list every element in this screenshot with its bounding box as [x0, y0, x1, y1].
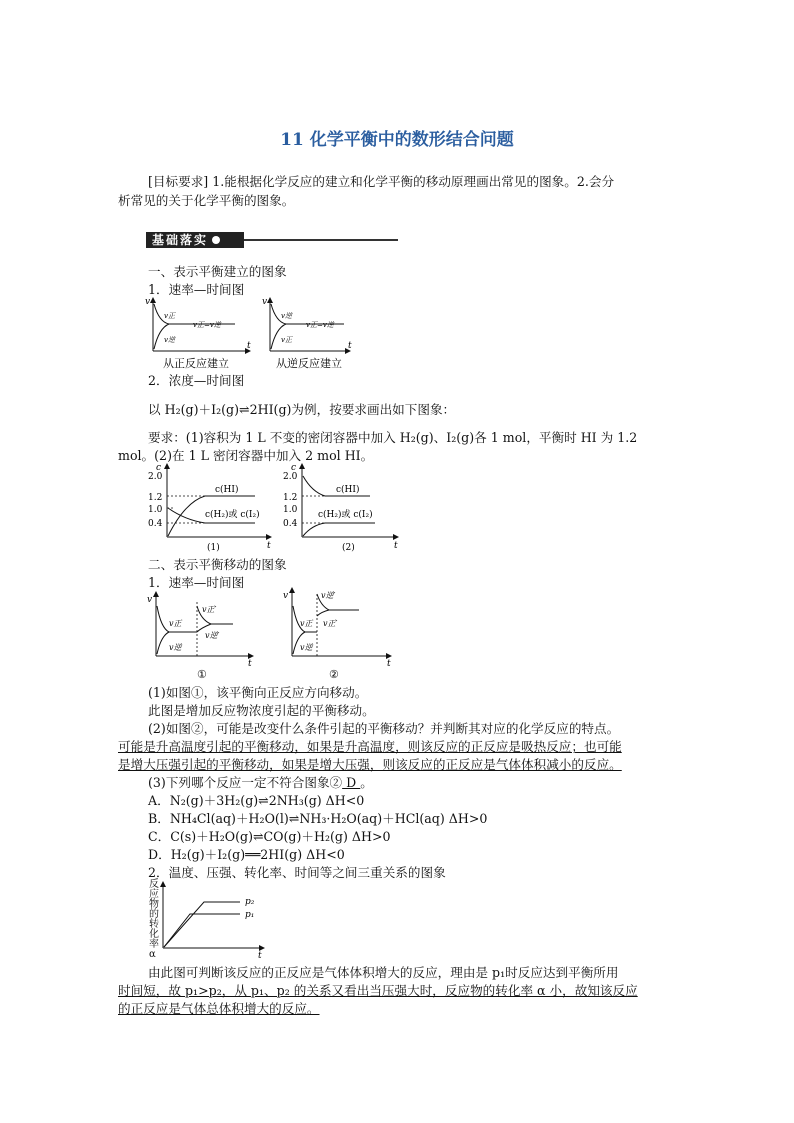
section2-heading: 二、表示平衡移动的图象	[148, 557, 287, 572]
axis-t-label: t	[258, 951, 262, 960]
example-text: 以 H₂(g)＋I₂(g)⇌2HI(g)为例，按要求画出如下图象：	[148, 402, 456, 417]
axis-v-label: v	[262, 297, 268, 307]
option-d: D．H₂(g)＋I₂(g)══2HI(g) ΔH<0	[148, 847, 345, 862]
ytick-0-4: 0.4	[148, 519, 163, 529]
axis-t-label: t	[247, 341, 251, 351]
ytick-2-0: 2.0	[283, 472, 298, 482]
option-b: B．NH₄Cl(aq)＋H₂O(l)⇌NH₃·H₂O(aq)＋HCl(aq) ΔH>0	[148, 811, 488, 826]
figure-caption: ②	[329, 668, 339, 681]
rate-shift-figure-2	[283, 586, 393, 682]
axis-t-label: t	[394, 541, 398, 551]
h2-label: c(H₂)或 c(I₂)	[318, 510, 373, 520]
curve-label-2: v正	[169, 619, 182, 628]
axis-c-label: c	[156, 463, 162, 473]
hi-label: c(HI)	[336, 485, 360, 495]
concentration-time-figure-1	[145, 462, 275, 552]
answer-1: (1)如图①，该平衡向正反应方向移动。	[148, 685, 368, 700]
curve-label-bot: v逆	[164, 336, 175, 344]
curve-label-2: v正	[300, 619, 313, 628]
curve-label-bot: v正	[281, 336, 292, 344]
answer-1-reason: 此图是增加反应物浓度引起的平衡移动。	[148, 703, 375, 718]
ytick-1-0: 1.0	[148, 505, 163, 515]
curve-label-1: v正′	[202, 605, 217, 614]
curve-label-4: v逆	[169, 643, 182, 652]
axis-t-label: t	[387, 659, 391, 669]
conversion-ylabel: 反应物的转化率α	[149, 879, 159, 960]
goal-line-2: 析常见的关于化学平衡的图象。	[118, 193, 295, 208]
curve-label-top: v正	[164, 312, 175, 320]
ytick-1-2: 1.2	[283, 493, 298, 503]
question-2: (2)如图②，可能是改变什么条件引起的平衡移动？并判断其对应的化学反应的特点。	[148, 721, 620, 736]
answer-2-line-1: 可能是升高温度引起的平衡移动，如果是升高温度，则该反应的正反应是吸热反应；也可能	[118, 739, 622, 754]
v-forward-new-curve	[317, 610, 329, 616]
v-reverse-curve	[157, 632, 169, 654]
goal-line-1: [目标要求] 1.能根据化学反应的建立和化学平衡的移动原理画出常见的图象。2.会分	[148, 174, 615, 189]
curve-label-4: v逆	[300, 643, 313, 652]
axis-c-label: c	[291, 463, 297, 473]
conclusion-line-1: 由此图可判断该反应的正反应是气体体积增大的反应，理由是 p₁时反应达到平衡所用	[148, 965, 619, 980]
option-c: C．C(s)＋H₂O(g)⇌CO(g)＋H₂(g) ΔH>0	[148, 829, 391, 844]
section1-heading: 一、表示平衡建立的图象	[148, 264, 287, 279]
ytick-1-2: 1.2	[148, 493, 163, 503]
section-banner	[146, 232, 398, 248]
axis-t-label: t	[267, 541, 271, 551]
banner-label: 基础落实	[146, 232, 244, 248]
concentration-time-figure-2	[280, 462, 410, 552]
p1-label: p₁	[245, 910, 255, 920]
rate-shift-figure-1	[147, 590, 257, 682]
figure-caption: (1)	[207, 543, 220, 552]
p2-label: p₂	[245, 897, 255, 907]
question-3-answer: D	[342, 775, 361, 790]
p1-curve	[164, 914, 240, 947]
figure-caption: 从逆反应建立	[276, 357, 342, 370]
h2-label: c(H₂)或 c(I₂)	[205, 510, 260, 520]
axis-v-label: v	[145, 297, 151, 307]
page-title: 11 化学平衡中的数形结合问题	[280, 130, 514, 150]
requirement-line-1: 要求：(1)容积为 1 L 不变的密闭容器中加入 H₂(g)、I₂(g)各 1 mol，平衡时 HI 为 1.2	[148, 430, 638, 445]
section2-sub2: 2．温度、压强、转化率、时间等之间三重关系的图象	[148, 865, 446, 880]
curve-label-3: v逆′	[205, 631, 220, 640]
conversion-time-figure	[160, 880, 270, 960]
curve-label-3: v正′	[323, 619, 338, 628]
axis-t-label: t	[248, 659, 252, 669]
curve-label-mid: v正=v逆	[306, 321, 334, 329]
figure-caption: 从正反应建立	[163, 357, 229, 370]
hi-label: c(HI)	[215, 485, 239, 495]
axis-v-label: v	[147, 595, 153, 605]
axis-t-label: t	[348, 341, 352, 351]
section1-sub1: 1．速率—时间图	[148, 282, 245, 297]
conclusion-line-2: 时间短，故 p₁>p₂，从 p₁、p₂ 的关系又看出当压强大时，反应物的转化率 α 小，故知该反应	[118, 983, 638, 998]
answer-2-line-2: 是增大压强引起的平衡移动，如果是增大压强，则该反应的正反应是气体体积减小的反应。	[118, 757, 622, 772]
figure-caption: (2)	[342, 543, 355, 552]
rate-time-forward-figure	[145, 296, 255, 370]
ytick-2-0: 2.0	[148, 472, 163, 482]
banner-rule	[244, 239, 398, 241]
h2-curve	[303, 523, 375, 536]
ytick-0-4: 0.4	[283, 519, 298, 529]
p2-curve	[164, 902, 240, 947]
figure-caption: ①	[197, 668, 207, 681]
option-a: A．N₂(g)＋3H₂(g)⇌2NH₃(g) ΔH<0	[148, 793, 365, 808]
axis-v-label: v	[283, 591, 289, 601]
bullet-icon	[212, 236, 220, 244]
rate-time-reverse-figure	[262, 296, 372, 370]
curve-label-1: v逆′	[321, 591, 336, 600]
question-3: (3)下列哪个反应一定不符合图象② D 。	[148, 775, 373, 790]
curve-label-mid: v正=v逆	[193, 321, 221, 329]
requirement-line-2: mol。(2)在 1 L 密闭容器中加入 2 mol HI。	[118, 448, 374, 463]
curve-label-top: v逆	[281, 312, 292, 320]
conclusion-line-3: 的正反应是气体总体积增大的反应。	[118, 1001, 320, 1016]
section1-sub2: 2．浓度—时间图	[148, 373, 245, 388]
ytick-1-0: 1.0	[283, 505, 298, 515]
section2-sub1: 1．速率—时间图	[148, 575, 245, 590]
